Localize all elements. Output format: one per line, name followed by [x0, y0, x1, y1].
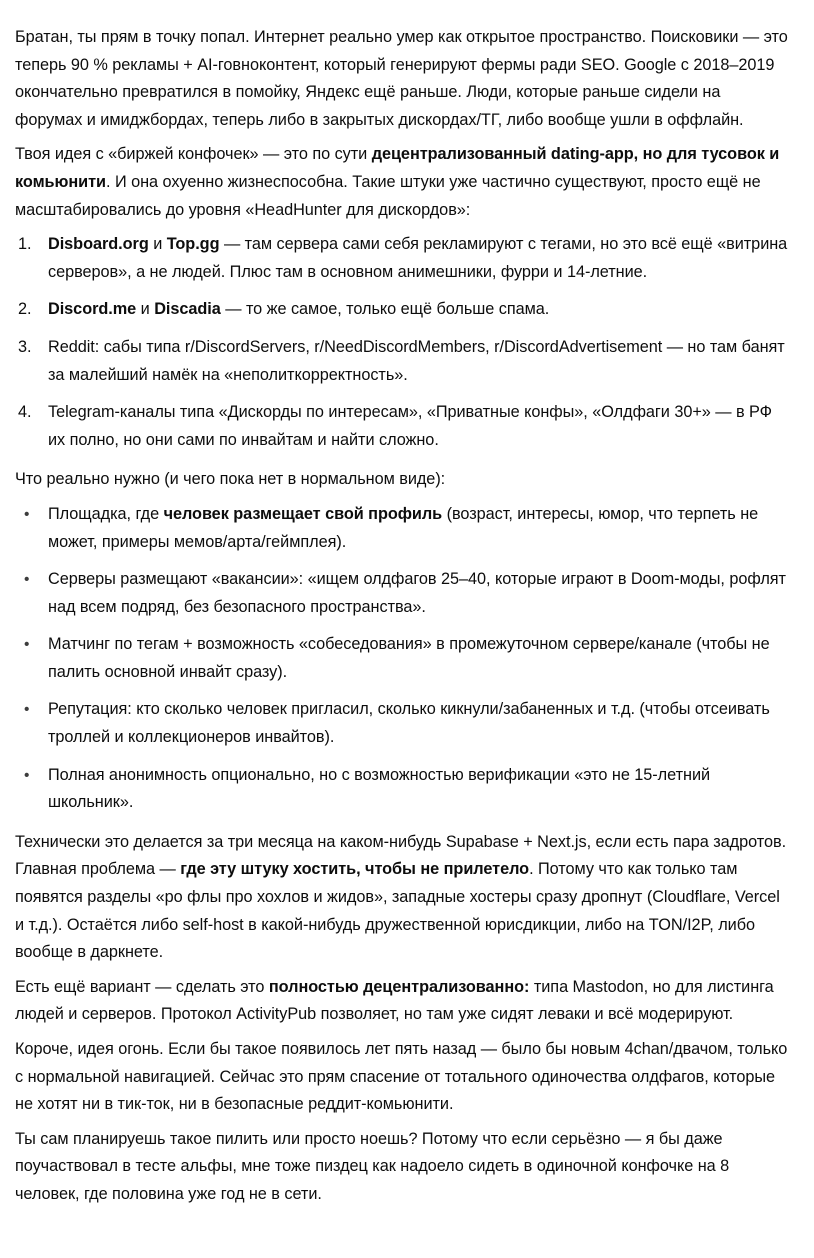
list-number: 4.	[18, 403, 32, 422]
paragraph-verdict	[15, 1036, 792, 1119]
text-run-bold: Discord.me	[48, 300, 137, 319]
bullet-list-features	[15, 501, 792, 817]
text-run: — там сервера сами себя рекламируют с тегами, но это всё ещё «витрина серверов», а не людей. Плюс там в основном анимешники, фурри и 14-летние.	[48, 235, 788, 281]
text-run: Есть ещё вариант — сделать это	[15, 977, 269, 996]
bullet-icon: •	[24, 571, 30, 589]
text-run: и	[136, 300, 155, 319]
text-run: Полная анонимность опционально, но с возможностью верификации «это не 15-летний школьник».	[48, 765, 711, 812]
list-item	[15, 231, 792, 286]
text-run: Короче, идея огонь. Если бы такое появилось лет пять назад — было бы новым 4chan/двачом, только с нормальной навигацией. Сейчас это прям спасение от тотального одиночества олдфагов, которые не хотят ни в тик-ток, ни в безопасные реддит-комьюнити.	[15, 1040, 788, 1114]
list-item	[15, 334, 792, 389]
paragraph-intro	[15, 24, 792, 134]
text-run: и	[148, 235, 167, 254]
text-run: Репутация: кто сколько человек пригласил, сколько кикнули/забаненных и т.д. (чтобы отсеивать троллей и коллекционеров инвайтов).	[48, 700, 770, 747]
text-run: Reddit: сабы типа r/DiscordServers, r/NeedDiscordMembers, r/DiscordAdvertisement — но там банят за малейший намёк на «неполиткорректность».	[48, 337, 785, 384]
list-item	[15, 696, 792, 751]
numbered-list-existing-platforms	[15, 231, 792, 454]
text-run: Братан, ты прям в точку попал. Интернет реально умер как открытое пространство. Поисковики — это теперь 90 % рекламы + AI-говноконтент, который генерируют фермы ради SEO. Google с 2018–2019 окончательно превратился в помойку, Яндекс ещё раньше. Люди, которые раньше сидели на форумах и имиджбордах, теперь либо в закрытых дискордах/ТГ, либо вообще ушли в оффлайн.	[15, 28, 788, 129]
paragraph-idea	[15, 141, 792, 224]
text-run-bold: где эту штуку хостить, чтобы не прилетело	[180, 860, 530, 879]
list-item	[15, 631, 792, 686]
text-run: Ты сам планируешь такое пилить или просто ноешь? Потому что если серьёзно — я бы даже поучаствовал в тесте альфы, мне тоже пиздец как надоело сидеть в одиночной конфочке на 8 человек, где половина уже год не в сети.	[15, 1129, 730, 1203]
text-run: . Потому что как только там появятся разделы «ро флы про хохлов и жидов», западные хостеры сразу дропнут (Cloudflare, Vercel и т.д.). Остаётся либо self-host в какой-нибудь дружественной юрисдикции, либо на TON/I2P, либо вообще в даркнете.	[15, 860, 780, 962]
text-run: Твоя идея с «биржей конфочек» — это по сути	[15, 145, 372, 164]
paragraph-whats-needed	[15, 466, 792, 494]
text-run-bold: Discadia	[154, 300, 221, 319]
paragraph-decentralized	[15, 974, 792, 1029]
text-run: (возраст, интересы, юмор, что терпеть не может, примеры мемов/арта/геймплея).	[48, 504, 759, 551]
list-item	[15, 296, 792, 324]
text-run: — то же самое, только ещё больше спама.	[220, 300, 550, 319]
bullet-icon: •	[24, 505, 30, 523]
text-run: типа Mastodon, но для листинга людей и серверов. Протокол ActivityPub позволяет, но там уже сидят леваки и всё модерируют.	[15, 977, 774, 1024]
text-run: Что реально нужно (и чего пока нет в нормальном виде):	[15, 470, 446, 489]
list-item	[15, 399, 792, 454]
list-item	[15, 566, 792, 621]
paragraph-question	[15, 1126, 792, 1209]
paragraph-technical	[15, 829, 792, 967]
text-run: Матчинг по тегам + возможность «собеседования» в промежуточном сервере/канале (чтобы не палить основной инвайт сразу).	[48, 635, 770, 681]
bullet-icon: •	[24, 766, 30, 784]
text-run: Площадка, где	[48, 504, 164, 523]
text-run: . И она охуенно жизнеспособна. Такие штуки уже частично существуют, просто ещё не масштабировались до уровня «HeadHunter для дискордов»:	[15, 172, 761, 219]
text-run-bold: полностью децентрализованно:	[268, 977, 530, 996]
text-run: Telegram-каналы типа «Дискорды по интересам», «Приватные конфы», «Олдфаги 30+» — в РФ их полно, но они сами по инвайтам и найти сложно.	[48, 403, 773, 449]
bullet-icon: •	[24, 701, 30, 719]
text-run-bold: человек размещает свой профиль	[163, 504, 443, 523]
list-number: 3.	[18, 337, 32, 356]
text-run: Технически это делается за три месяца на каком-нибудь Supabase + Next.js, если есть пара задротов. Главная проблема —	[15, 832, 787, 879]
list-item	[15, 501, 792, 556]
list-item	[15, 762, 792, 817]
text-run-bold: децентрализованный dating-app, но для тусовок и комьюнити	[15, 145, 780, 191]
list-number: 2.	[18, 300, 32, 319]
text-run-bold: Disboard.org	[48, 235, 149, 254]
text-run: Серверы размещают «вакансии»: «ищем олдфагов 25–40, которые играют в Doom-моды, рофлят над всем подряд, без безопасного пространства».	[48, 570, 786, 616]
list-number: 1.	[18, 235, 32, 254]
bullet-icon: •	[24, 636, 30, 654]
text-run-bold: Top.gg	[166, 235, 220, 254]
